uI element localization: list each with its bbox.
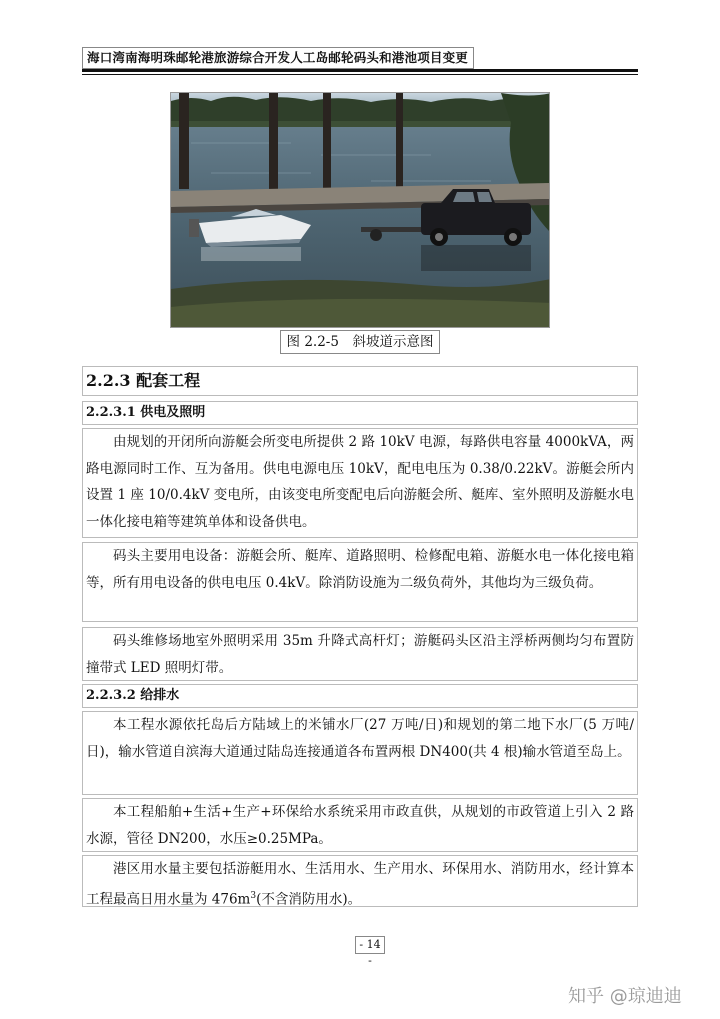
page-header: 海口湾南海明珠邮轮港旅游综合开发人工岛邮轮码头和港池项目变更 [82,47,474,69]
page-number: - 14 - [355,936,385,954]
paragraph-lighting: 码头维修场地室外照明采用 35m 升降式高杆灯；游艇码头区沿主浮桥两侧均匀布置防撞带式 LED 照明灯带。 [82,627,638,681]
header-rule-thin [82,74,638,75]
section-heading: 2.2.3 配套工程 [82,366,638,396]
slipway-illustration [171,93,550,328]
watermark: 知乎 @琼迪迪 [568,986,682,1007]
paragraph-power-supply: 由规划的开闭所向游艇会所变电所提供 2 路 10kV 电源，每路供电容量 4000kVA，两路电源同时工作、互为备用。供电电源电压 10kV，配电电压为 0.38/0.22kV。游艇会所内设置 1 座 10/0.4kV 变电所，由该变电所变配电后向游艇会所、艇库、室外照明及游艇水电一体化接电箱等建筑单体和设备供电。 [82,428,638,538]
paragraph-power-equipment: 码头主要用电设备：游艇会所、艇库、道路照明、检修配电箱、游艇水电一体化接电箱等，所有用电设备的供电电压 0.4kV。除消防设施为二级负荷外，其他均为三级负荷。 [82,542,638,622]
paragraph-water-source: 本工程水源依托岛后方陆域上的米铺水厂(27 万吨/日)和规划的第二地下水厂(5 万吨/日)，输水管道自滨海大道通过陆岛连接通道各布置两根 DN400(共 4 根)输水管道至岛上。 [82,711,638,795]
superscript-cubic: 3 [250,890,257,901]
paragraph-water-system: 本工程船舶+生活+生产+环保给水系统采用市政直供，从规划的市政管道上引入 2 路水源，管径 DN200，水压≥0.25MPa。 [82,798,638,852]
figure-caption: 图 2.2-5 斜坡道示意图 [280,330,440,354]
water-demand-tail: (不含消防用水)。 [256,891,362,907]
paragraph-water-demand [82,855,638,907]
slipway-photo [170,92,550,328]
water-demand-text: 港区用水量主要包括游艇用水、生活用水、生产用水、环保用水、消防用水，经计算本工程最高日用水量为 476m [86,861,634,907]
subsection-heading-power: 2.2.3.1 供电及照明 [82,401,638,425]
subsection-heading-water: 2.2.3.2 给排水 [82,684,638,708]
header-rule-thick [82,69,638,72]
